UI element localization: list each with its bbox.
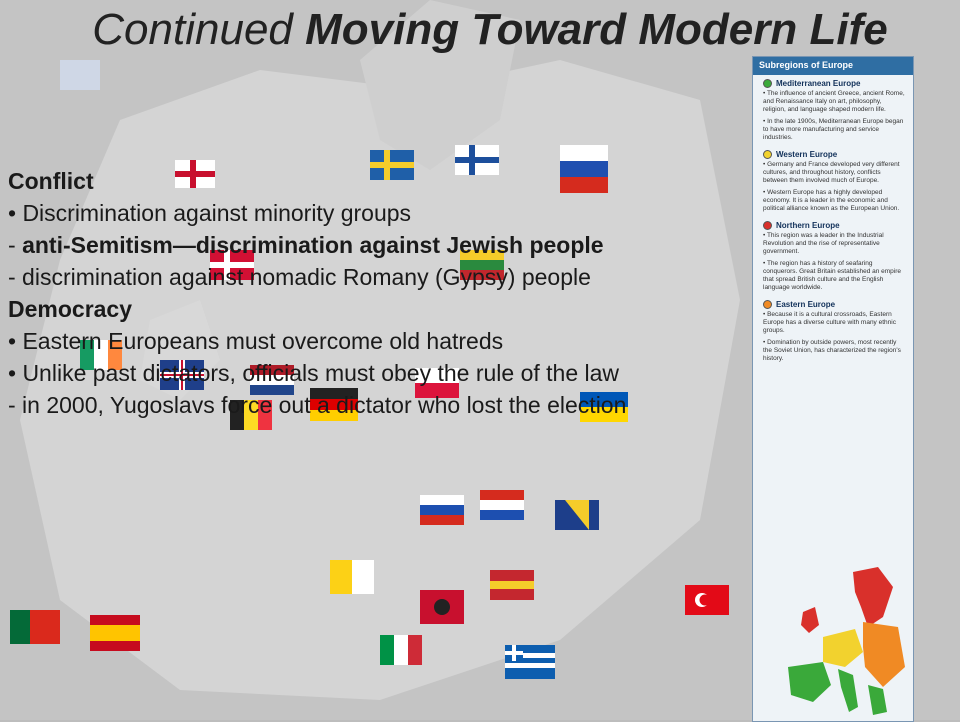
section-mediterranean [753,75,913,142]
slide-title [60,0,920,60]
section-title: Western Europe [776,150,838,159]
europe-subregions-map [783,567,908,717]
section-item: • Western Europe has a highly developed economy. It is a leader in the economic and political alliance known as the European Union. [763,189,900,212]
section-western [753,146,913,213]
section-title: Mediterranean Europe [776,79,861,88]
dash: - [8,232,23,258]
section-item: • The influence of ancient Greece, ancient Rome, and Renaissance Italy on art, philosophy, religion, and language shaped modern life. [763,90,905,113]
green-dot-icon [763,79,772,88]
conflict-heading: Conflict [8,168,94,194]
yellow-dot-icon [763,150,772,159]
subregions-panel [752,56,914,722]
rule-of-law-bullet: • Unlike past dictators, officials must obey the rule of the law [8,360,620,386]
slide-body [8,168,743,424]
eastern-bullet: • Eastern Europeans must overcome old hatreds [8,328,504,354]
anti-semitism-line [8,232,743,259]
section-northern [753,217,913,292]
red-dot-icon [763,221,772,230]
section-title: Eastern Europe [776,300,836,309]
romany-line: - discrimination against nomadic Romany (Gypsy) people [8,264,591,290]
section-item: • Domination by outside powers, most recently the Soviet Union, has characterized the region's history. [763,339,901,362]
democracy-heading: Democracy [8,296,133,322]
section-item: • Germany and France developed very different cultures, and throughout history, conflicts between them involved much of Europe. [763,161,900,184]
section-item: • This region was a leader in the Industrial Revolution and the rise of representative government. [763,232,884,255]
section-item: • In the late 1900s, Mediterranean Europe began to have more manufacturing and service industries. [763,118,904,141]
yugoslavs-line: - in 2000, Yugoslavs force out a dictator who lost the election [8,392,627,418]
orange-dot-icon [763,300,772,309]
title-main: Moving Toward Modern Life [305,5,888,54]
section-item: • Because it is a cultural crossroads, Eastern Europe has a diverse culture with many ethnic groups. [763,311,896,334]
conflict-bullet: • Discrimination against minority groups [8,200,412,226]
anti-semitism-text: anti-Semitism—discrimination against Jewish people [22,232,604,258]
subregions-title: Subregions of Europe [753,57,913,75]
section-title: Northern Europe [776,221,840,230]
section-eastern [753,296,913,363]
title-prefix: Continued [92,5,293,54]
section-item: • The region has a history of seafaring conquerors. Great Britain established an empire that spread British culture and the English language worldwide. [763,260,902,291]
